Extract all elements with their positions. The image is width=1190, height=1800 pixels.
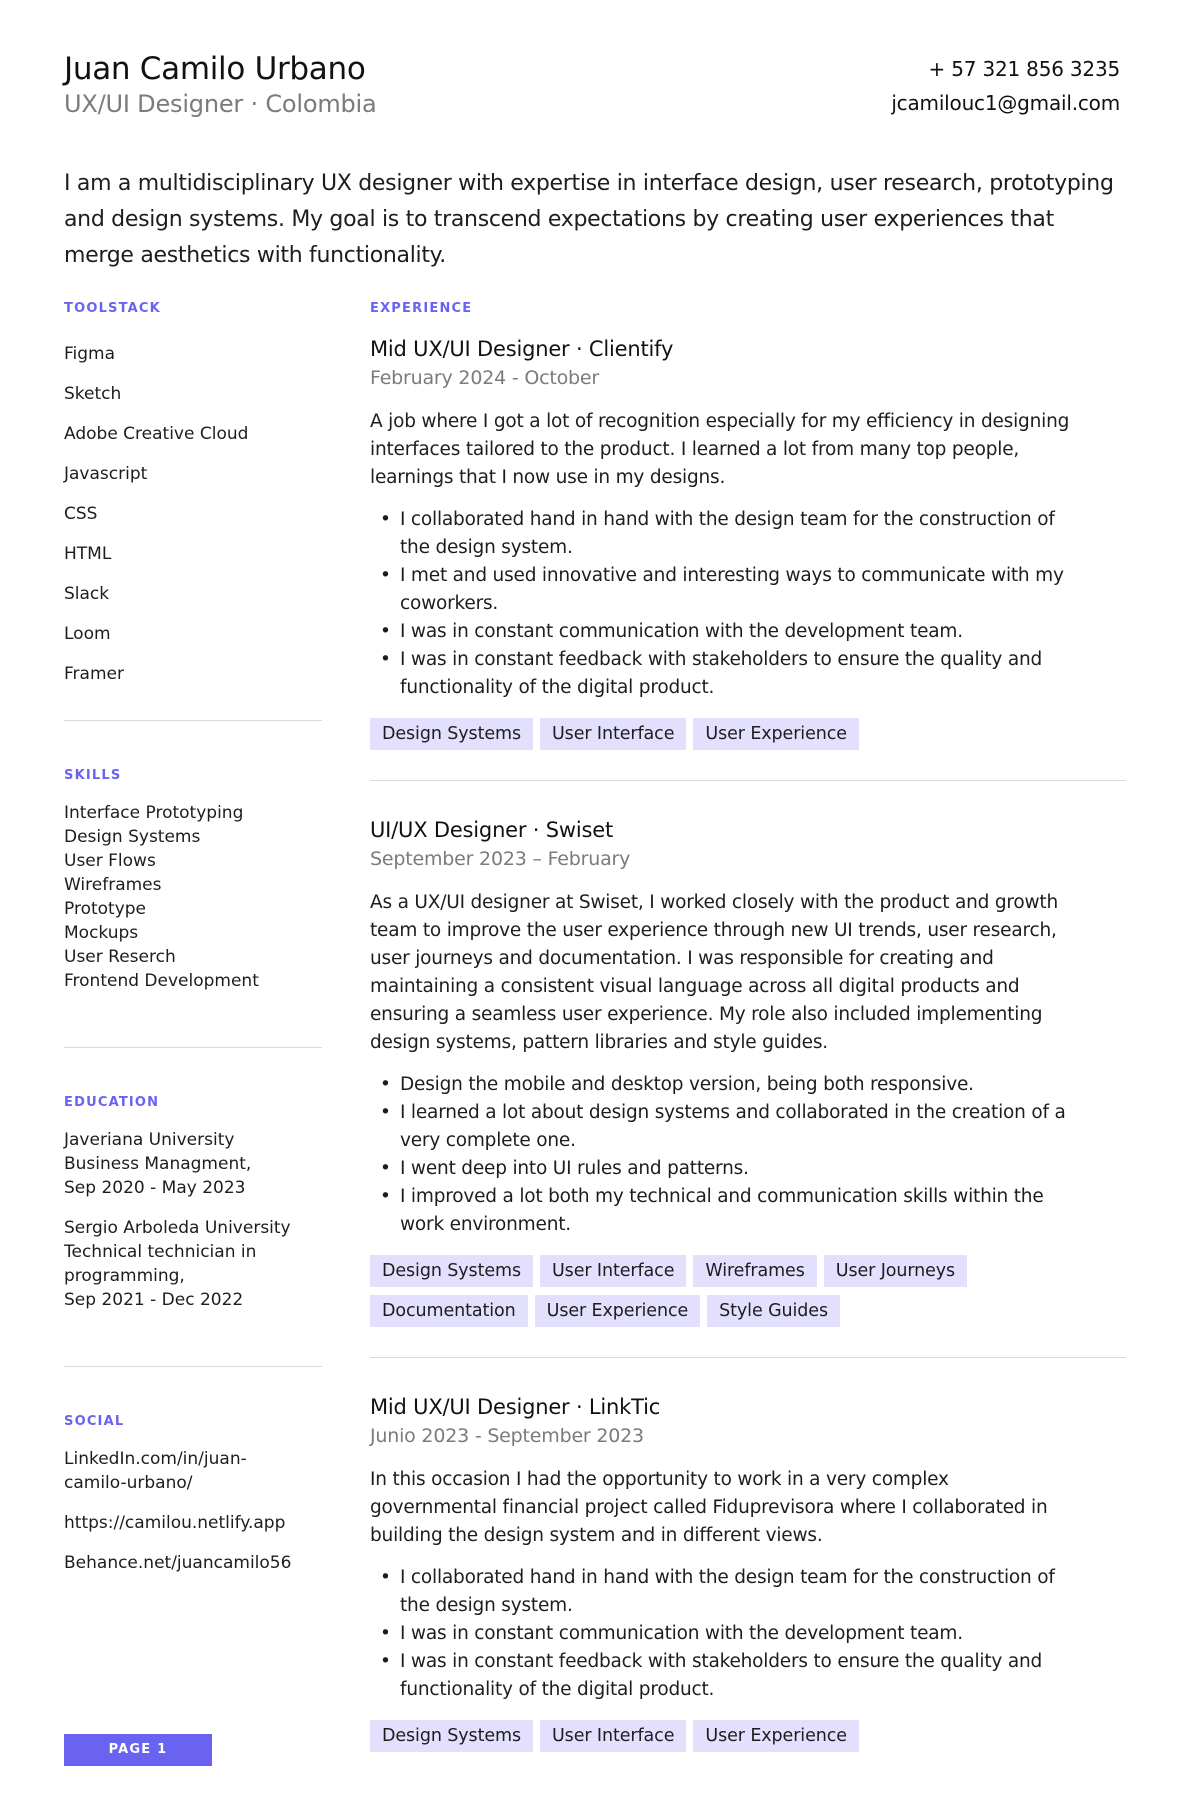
job-bullets [370,506,1070,702]
list-item: Figma [64,344,116,364]
education-dates: Sep 2020 - May 2023 [64,1178,246,1198]
list-item: • I learned a lot about design systems and collaborated in the creation of a very complete one. [370,1099,1070,1155]
list-item: Design Systems [64,827,201,847]
toolstack-heading: TOOLSTACK [64,301,161,316]
list-item: • I was in constant feedback with stakeholders to ensure the quality and functionality of the digital product. [370,1648,1070,1704]
list-item: • I collaborated hand in hand with the design team for the construction of the design system. [370,506,1070,562]
linkedin-link[interactable] [64,1447,322,1495]
list-item: • I went deep into UI rules and patterns. [370,1155,1070,1183]
social-heading: SOCIAL [64,1414,125,1429]
section-divider [370,1357,1126,1358]
list-item: • I collaborated hand in hand with the design team for the construction of the design system. [370,1564,1070,1620]
list-item: Javascript [64,464,148,484]
list-item: • Design the mobile and desktop version, being both responsive. [370,1071,1070,1099]
education-degree: Business Managment, [64,1154,252,1174]
skill-tag: Design Systems [370,718,533,750]
list-item: • I improved a lot both my technical and communication skills within the work environment. [370,1183,1070,1239]
job-entry [370,334,1126,750]
skill-tag: Design Systems [370,1720,533,1752]
list-item: Adobe Creative Cloud [64,424,249,444]
skill-tag: Documentation [370,1295,528,1327]
section-divider [64,1047,322,1048]
skill-tag: Design Systems [370,1255,533,1287]
list-item: Prototype [64,899,147,919]
skills-heading: SKILLS [64,768,122,783]
section-divider [64,720,322,721]
skill-tag: User Interface [540,1255,686,1287]
social-links [64,1447,322,1575]
skills-list [64,801,322,993]
job-bullets [370,1564,1070,1704]
skill-tag: Wireframes [693,1255,816,1287]
job-bullets [370,1071,1070,1239]
list-item: • I was in constant communication with the development team. [370,1620,1070,1648]
job-dates: September 2023 – February [370,848,631,870]
skill-tag: User Experience [693,1720,859,1752]
education-degree: Technical technician in [64,1242,257,1262]
experience-heading: EXPERIENCE [370,301,473,316]
job-title: Mid UX/UI Designer · LinkTic [370,1395,661,1419]
education-degree: programming, [64,1266,185,1286]
website-link[interactable]: https://camilou.netlify.app [64,1513,286,1533]
education-entry [64,1128,322,1200]
linkedin-link-line[interactable]: camilo-urbano/ [64,1473,193,1493]
job-tags [370,1720,1126,1752]
job-title: UI/UX Designer · Swiset [370,818,613,842]
section-divider [370,780,1126,781]
skill-tag: User Interface [540,718,686,750]
education-dates: Sep 2021 - Dec 2022 [64,1290,244,1310]
list-item: Framer [64,664,124,684]
job-description: As a UX/UI designer at Swiset, I worked closely with the product and growth team to improve the user experience through new UI trends, user research, user journeys and documentation. I was responsible for creating and maintaining a consistent visual language across all digital products and ensuring a seamless user experience. My role also included implementing design systems, pattern libraries and style guides. [370,892,1059,1053]
behance-link[interactable]: Behance.net/juancamilo56 [64,1553,292,1573]
skill-tag: User Interface [540,1720,686,1752]
linkedin-link-line[interactable]: LinkedIn.com/in/juan- [64,1449,247,1469]
list-item: CSS [64,504,98,524]
skill-tag: User Experience [535,1295,701,1327]
candidate-subtitle: UX/UI Designer · Colombia [64,90,377,118]
skill-tag: User Journeys [824,1255,967,1287]
list-item: Interface Prototyping [64,803,244,823]
list-item: HTML [64,544,112,564]
list-item: • I was in constant feedback with stakeholders to ensure the quality and functionality of the digital product. [370,646,1070,702]
contact-info [891,52,1120,120]
list-item: Loom [64,624,111,644]
job-dates: Junio 2023 - September 2023 [370,1425,644,1447]
education-heading: EDUCATION [64,1095,160,1110]
job-title: Mid UX/UI Designer · Clientify [370,337,674,361]
candidate-name: Juan Camilo Urbano [64,51,366,87]
skill-tag: User Experience [693,718,859,750]
education-school: Sergio Arboleda University [64,1218,291,1238]
page-number-badge: PAGE 1 [64,1734,212,1766]
left-column [64,300,322,1575]
job-description: In this occasion I had the opportunity to work in a very complex governmental financial project called Fiduprevisora where I collaborated in building the design system and in different views. [370,1469,1048,1546]
job-tags [370,1255,970,1327]
experience-column [370,300,1126,1752]
skill-tag: Style Guides [707,1295,840,1327]
email-address[interactable]: jcamilouc1@gmail.com [891,91,1120,115]
list-item: • I met and used innovative and interesting ways to communicate with my coworkers. [370,562,1070,618]
list-item: User Flows [64,851,156,871]
list-item: Wireframes [64,875,162,895]
education-school: Javeriana University [64,1130,235,1150]
job-entry [370,815,1126,1327]
phone-number[interactable]: + 57 321 856 3235 [928,57,1120,81]
list-item: Frontend Development [64,971,259,991]
list-item: User Reserch [64,947,176,967]
list-item: Mockups [64,923,139,943]
job-tags [370,718,1126,750]
list-item: Slack [64,584,110,604]
list-item: • I was in constant communication with the development team. [370,618,1070,646]
section-divider [64,1366,322,1367]
toolstack-list [64,334,322,694]
job-dates: February 2024 - October [370,367,599,389]
resume-header [64,50,1120,120]
education-entry [64,1216,322,1312]
job-description: A job where I got a lot of recognition especially for my efficiency in designing interfaces tailored to the product. I learned a lot from many top people, learnings that I now use in my designs. [370,411,1070,488]
profile-summary: I am a multidisciplinary UX designer with expertise in interface design, user research, prototyping and design systems. My goal is to transcend expectations by creating user experiences that merge aesthetics with functionality. [64,171,1114,268]
job-entry [370,1392,1126,1752]
list-item: Sketch [64,384,122,404]
